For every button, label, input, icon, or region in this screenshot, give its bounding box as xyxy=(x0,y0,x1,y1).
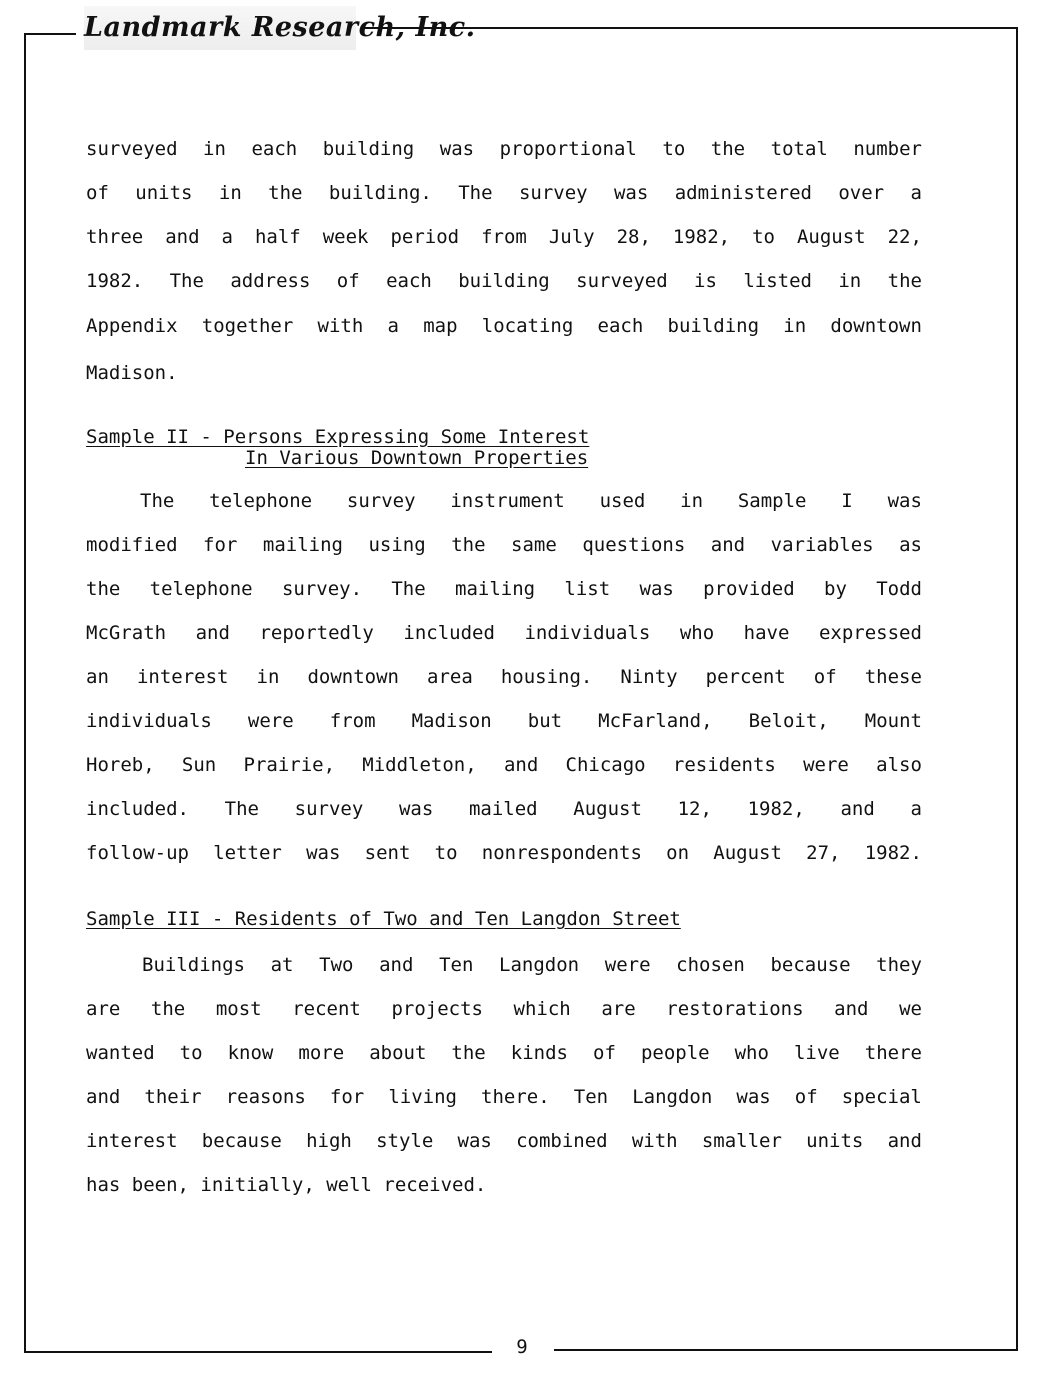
section-heading: Sample II - Persons Expressing Some Interest xyxy=(86,426,590,448)
body-text-line: The telephone survey instrument used in Sample I was xyxy=(140,490,922,512)
body-text-line: Horeb, Sun Prairie, Middleton, and Chicago residents were also xyxy=(86,754,922,776)
body-text-line: interest because high style was combined with smaller units and xyxy=(86,1130,922,1152)
section-heading-continued: In Various Downtown Properties xyxy=(245,447,589,469)
frame-border-top-left xyxy=(24,33,76,35)
body-text-line: Madison. xyxy=(86,362,178,384)
body-text-line: has been, initially, well received. xyxy=(86,1174,487,1196)
body-text-line: surveyed in each building was proportional to the total number xyxy=(86,138,922,160)
body-text-line: wanted to know more about the kinds of people who live there xyxy=(86,1042,922,1064)
body-text-line: Appendix together with a map locating each building in downtown xyxy=(86,315,922,337)
body-text-line: Buildings at Two and Ten Langdon were chosen because they xyxy=(142,954,922,976)
body-text-line: 1982. The address of each building surveyed is listed in the xyxy=(86,270,922,292)
body-text-line: modified for mailing using the same questions and variables as xyxy=(86,534,922,556)
page-number: 9 xyxy=(516,1336,528,1358)
body-text-line: are the most recent projects which are restorations and we xyxy=(86,998,922,1020)
body-text-line: follow-up letter was sent to nonrespondents on August 27, 1982. xyxy=(86,842,922,864)
frame-border-right xyxy=(1016,27,1018,1350)
body-text-line: three and a half week period from July 28, 1982, to August 22, xyxy=(86,226,922,248)
body-text-line: the telephone survey. The mailing list was provided by Todd xyxy=(86,578,922,600)
company-letterhead: Landmark Research, Inc. xyxy=(84,6,356,50)
body-text-line: McGrath and reportedly included individuals who have expressed xyxy=(86,622,922,644)
body-text-line: individuals were from Madison but McFarland, Beloit, Mount xyxy=(86,710,922,732)
body-text-line: of units in the building. The survey was administered over a xyxy=(86,182,922,204)
frame-border-bottom-right xyxy=(554,1349,1018,1351)
frame-border-bottom-left xyxy=(24,1351,492,1353)
body-text-line: an interest in downtown area housing. Ninty percent of these xyxy=(86,666,922,688)
body-text-line: and their reasons for living there. Ten Langdon was of special xyxy=(86,1086,922,1108)
body-text-line: included. The survey was mailed August 12, 1982, and a xyxy=(86,798,922,820)
section-heading: Sample III - Residents of Two and Ten Langdon Street xyxy=(86,908,681,930)
frame-border-left xyxy=(24,33,26,1352)
